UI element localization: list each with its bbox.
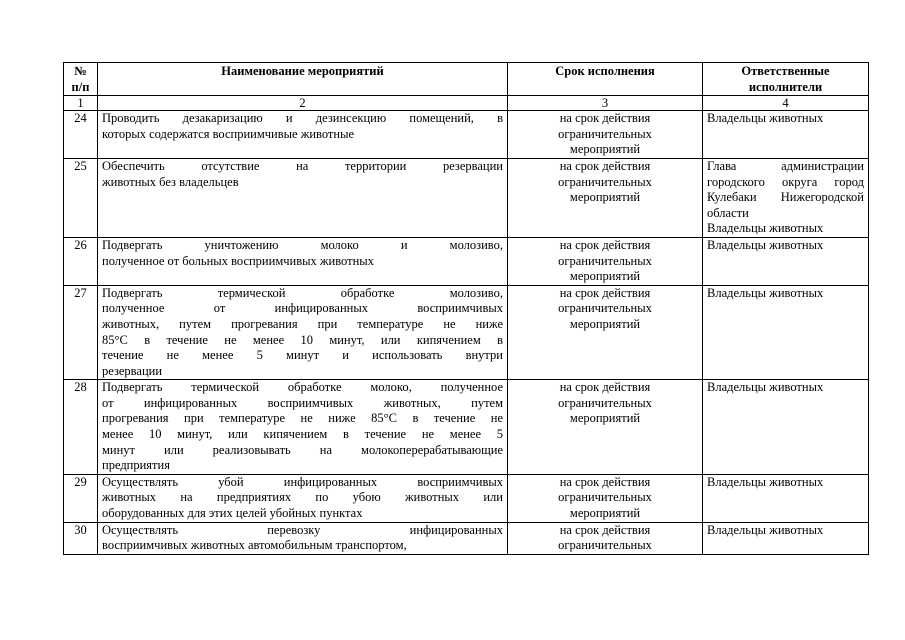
header-number-line: п/п <box>71 79 90 94</box>
measure-term <box>508 237 703 285</box>
column-number: 1 <box>64 96 98 111</box>
row-number: 26 <box>64 237 98 285</box>
table-row <box>64 380 869 475</box>
measure-responsible <box>703 111 869 159</box>
column-number: 2 <box>98 96 508 111</box>
measures-table <box>63 62 869 555</box>
measure-term-line: на срок действия <box>559 111 651 126</box>
column-number: 4 <box>703 96 869 111</box>
measure-term-line: мероприятий <box>569 506 641 521</box>
measure-name <box>98 237 508 285</box>
measure-name-line: полученное от больных восприимчивых животных <box>102 253 374 268</box>
measure-name-line: полученное от инфицированных восприимчивых <box>102 301 503 316</box>
row-number: 30 <box>64 522 98 554</box>
measure-term-line: мероприятий <box>569 411 641 426</box>
table-row <box>64 285 869 380</box>
measure-name-line: Осуществлять перевозку инфицированных <box>102 522 503 537</box>
measure-name-line: Подвергать термической обработке молозиво, <box>102 285 503 300</box>
header-name: Наименование мероприятий <box>98 63 508 96</box>
measure-responsible-line: Глава администрации <box>707 158 864 173</box>
measure-name-line: которых содержатся восприимчивые животные <box>102 126 355 141</box>
measure-responsible <box>703 285 869 380</box>
measure-term-line: на срок действия <box>559 380 651 395</box>
measure-term-line: на срок действия <box>559 285 651 300</box>
row-number: 27 <box>64 285 98 380</box>
measure-name <box>98 158 508 237</box>
measure-responsible-line: Владельцы животных <box>707 522 824 537</box>
measure-term <box>508 380 703 475</box>
measure-term-line: ограничительных <box>558 253 652 268</box>
table-row <box>64 237 869 285</box>
measure-name-line: течение не менее 5 минут и использовать внутри <box>102 348 503 363</box>
table-row <box>64 111 869 159</box>
measure-name-line: оборудованных для этих целей убойных пунктах <box>102 506 363 521</box>
measure-term <box>508 111 703 159</box>
measure-name-line: минут или реализовывать на молокоперерабатывающие <box>102 442 503 457</box>
measure-term-line: на срок действия <box>559 158 651 173</box>
measure-term <box>508 285 703 380</box>
row-number: 28 <box>64 380 98 475</box>
measure-term-line: на срок действия <box>559 522 651 537</box>
measure-term-line: мероприятий <box>569 316 641 331</box>
header-number <box>64 63 98 96</box>
measure-name-line: Подвергать уничтожению молоко и молозиво, <box>102 237 503 252</box>
table-row <box>64 522 869 554</box>
measure-term-line: ограничительных <box>558 301 652 316</box>
measure-name-line: менее 10 минут, или кипячением в течение не менее 5 <box>102 427 503 442</box>
measure-term-line: ограничительных <box>558 490 652 505</box>
measure-term-line: ограничительных <box>558 174 652 189</box>
header-row <box>64 63 869 96</box>
measure-name <box>98 111 508 159</box>
measure-name-line: Проводить дезакаризацию и дезинсекцию помещений, в <box>102 111 503 126</box>
measure-name-line: Осуществлять убой инфицированных восприимчивых <box>102 474 503 489</box>
measure-responsible-line: области <box>707 205 749 220</box>
measure-responsible-line: Кулебаки Нижегородской <box>707 190 864 205</box>
measure-name-line: восприимчивых животных автомобильным транспортом, <box>102 538 407 553</box>
measure-responsible-line: Владельцы животных <box>707 285 824 300</box>
measure-name-line: Подвергать термической обработке молоко, полученное <box>102 380 503 395</box>
measure-term-line: ограничительных <box>558 538 652 553</box>
measure-name <box>98 474 508 522</box>
table-row <box>64 474 869 522</box>
measure-responsible <box>703 522 869 554</box>
measure-responsible <box>703 237 869 285</box>
row-number: 25 <box>64 158 98 237</box>
measure-responsible <box>703 158 869 237</box>
measure-name-line: резервации <box>102 363 163 378</box>
measure-responsible-line: Владельцы животных <box>707 474 824 489</box>
row-number: 24 <box>64 111 98 159</box>
measure-name-line: прогревания при температуре не ниже 85°С в течение не <box>102 411 503 426</box>
measure-term <box>508 474 703 522</box>
measure-responsible <box>703 474 869 522</box>
measure-term-line: мероприятий <box>569 190 641 205</box>
column-number: 3 <box>508 96 703 111</box>
row-number: 29 <box>64 474 98 522</box>
measure-name-line: предприятия <box>102 458 170 473</box>
measure-responsible-line: Владельцы животных <box>707 111 824 126</box>
measure-term <box>508 158 703 237</box>
measure-name-line: Обеспечить отсутствие на территории резервации <box>102 158 503 173</box>
measure-responsible-line: городского округа город <box>707 174 864 189</box>
measure-name-line: животных на предприятиях по убою животных или <box>102 490 503 505</box>
header-number-line: № <box>74 64 87 78</box>
column-numbering-row <box>64 96 869 111</box>
measure-name-line: от инфицированных восприимчивых животных, путем <box>102 395 503 410</box>
measure-term-line: на срок действия <box>559 237 651 252</box>
measure-term <box>508 522 703 554</box>
measure-name-line: 85°С в течение не менее 10 минут, или кипячением в <box>102 332 503 347</box>
measure-name-line: животных без владельцев <box>102 174 239 189</box>
measure-responsible <box>703 380 869 475</box>
header-responsible-line: исполнители <box>748 79 823 94</box>
measure-name-line: животных, путем прогревания при температуре не ниже <box>102 316 503 331</box>
measure-name <box>98 285 508 380</box>
measure-term-line: ограничительных <box>558 395 652 410</box>
measure-name <box>98 380 508 475</box>
header-term: Срок исполнения <box>508 63 703 96</box>
measure-term-line: мероприятий <box>569 269 641 284</box>
header-responsible <box>703 63 869 96</box>
measure-term-line: ограничительных <box>558 126 652 141</box>
measure-responsible-line: Владельцы животных <box>707 237 824 252</box>
measure-term-line: на срок действия <box>559 474 651 489</box>
header-responsible-line: Ответственные <box>741 64 830 78</box>
measure-term-line: мероприятий <box>569 142 641 157</box>
measure-responsible-line: Владельцы животных <box>707 380 824 395</box>
measure-responsible-line: Владельцы животных <box>707 221 824 236</box>
table-row <box>64 158 869 237</box>
measure-name <box>98 522 508 554</box>
